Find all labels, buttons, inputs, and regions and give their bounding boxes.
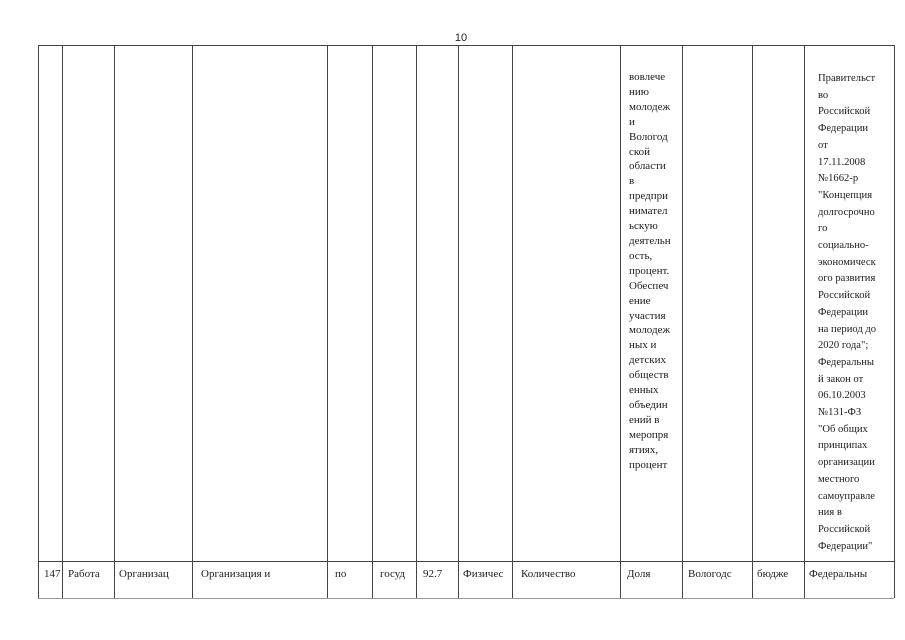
column-divider [752, 45, 753, 598]
column-divider [458, 45, 459, 598]
column-divider [682, 45, 683, 598]
legal-basis-cell-continued: Правительст во Российской Федерации от 17.11.2008 №1662-р "Концепция долгосрочно го социально- экономическ ого развития Российской Федерации на период до 2020 года"; Федеральны й закон от 06.10.2003 №131-ФЗ "Об общих принципах организации местного самоуправле ния в Российской Федерации" [818, 73, 877, 552]
column-divider [192, 45, 193, 598]
row-number-cell: 147 [44, 568, 61, 580]
column-divider [38, 45, 39, 598]
column-divider [416, 45, 417, 598]
column-divider [114, 45, 115, 598]
legal-basis-cell: Федеральны [809, 568, 868, 580]
column-divider [62, 45, 63, 598]
table-top-border [38, 45, 894, 46]
table-bottom-border [38, 598, 894, 599]
column-divider [327, 45, 328, 598]
page-number: 10 [454, 32, 468, 44]
column-divider [372, 45, 373, 598]
row-divider [38, 561, 894, 562]
indicator-cell: Количество [521, 568, 576, 580]
okved-cell: 92.7 [423, 568, 443, 580]
column-divider [512, 45, 513, 598]
column-divider [804, 45, 805, 598]
column-divider [620, 45, 621, 598]
category-cell: Физичес [463, 568, 504, 580]
activity-cell: Организация и [201, 568, 271, 580]
indicator-cell-continued: вовлече нию молодеж и Вологод ской области в предпри нимател ьскую деятельн ость, процент. Обеспеч ение участия молодеж ных и детских обществ енных объедин ений в меропря ятиях, процент [629, 71, 671, 471]
finance-cell: бюдже [757, 568, 789, 580]
work-name-cell: Работа [68, 568, 100, 580]
code-cell: по [335, 568, 347, 580]
content-cell: Организац [119, 568, 169, 580]
quality-cell: Доля [627, 568, 651, 580]
region-cell: Вологодс [688, 568, 732, 580]
column-divider [894, 45, 895, 598]
owner-cell: госуд [380, 568, 406, 580]
